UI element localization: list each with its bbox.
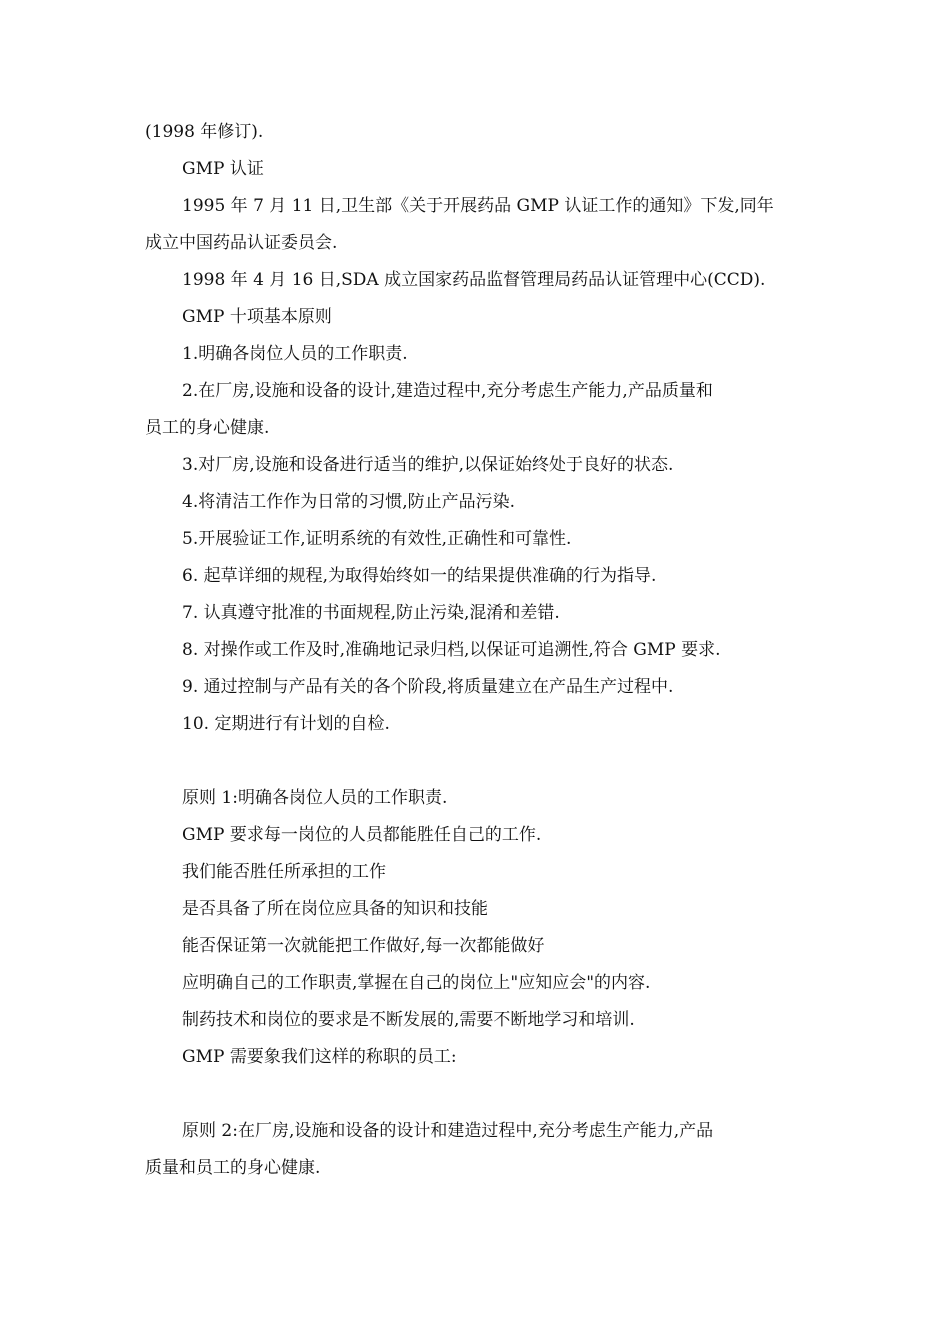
section-heading: GMP 十项基本原则	[182, 307, 332, 327]
list-item: 3.对厂房,设施和设备进行适当的维护,以保证始终处于良好的状态.	[182, 455, 674, 475]
list-item: 6. 起草详细的规程,为取得始终如一的结果提供准确的行为指导.	[182, 566, 657, 586]
list-item: 5.开展验证工作,证明系统的有效性,正确性和可靠性.	[182, 529, 572, 549]
text-line: 1998 年 4 月 16 日,SDA 成立国家药品监督管理局药品认证管理中心(CCD).	[182, 270, 766, 290]
list-item-continuation: 员工的身心健康.	[145, 418, 270, 438]
text-line: GMP 要求每一岗位的人员都能胜任自己的工作.	[182, 825, 542, 845]
list-item: 1.明确各岗位人员的工作职责.	[182, 344, 408, 364]
list-item: 8. 对操作或工作及时,准确地记录归档,以保证可追溯性,符合 GMP 要求.	[182, 640, 721, 660]
text-line: GMP 需要象我们这样的称职的员工:	[182, 1047, 457, 1067]
text-line: 成立中国药品认证委员会.	[145, 233, 338, 253]
section-heading: GMP 认证	[182, 159, 264, 179]
text-line: 能否保证第一次就能把工作做好,每一次都能做好	[182, 936, 545, 956]
text-line: 制药技术和岗位的要求是不断发展的,需要不断地学习和培训.	[182, 1010, 635, 1030]
text-line: 1995 年 7 月 11 日,卫生部《关于开展药品 GMP 认证工作的通知》下发,同年	[182, 196, 774, 216]
text-line: 应明确自己的工作职责,掌握在自己的岗位上"应知应会"的内容.	[182, 973, 651, 993]
principle-heading: 原则 1:明确各岗位人员的工作职责.	[182, 788, 448, 808]
list-item: 4.将清洁工作作为日常的习惯,防止产品污染.	[182, 492, 516, 512]
list-item: 7. 认真遵守批准的书面规程,防止污染,混淆和差错.	[182, 603, 560, 623]
text-line: (1998 年修订).	[145, 122, 264, 142]
list-item: 10. 定期进行有计划的自检.	[182, 714, 390, 734]
list-item: 2.在厂房,设施和设备的设计,建造过程中,充分考虑生产能力,产品质量和	[182, 381, 713, 401]
list-item: 9. 通过控制与产品有关的各个阶段,将质量建立在产品生产过程中.	[182, 677, 674, 697]
text-line: 是否具备了所在岗位应具备的知识和技能	[182, 899, 488, 919]
text-line: 我们能否胜任所承担的工作	[182, 862, 386, 882]
principle-heading: 原则 2:在厂房,设施和设备的设计和建造过程中,充分考虑生产能力,产品	[182, 1121, 714, 1141]
text-line: 质量和员工的身心健康.	[145, 1158, 321, 1178]
